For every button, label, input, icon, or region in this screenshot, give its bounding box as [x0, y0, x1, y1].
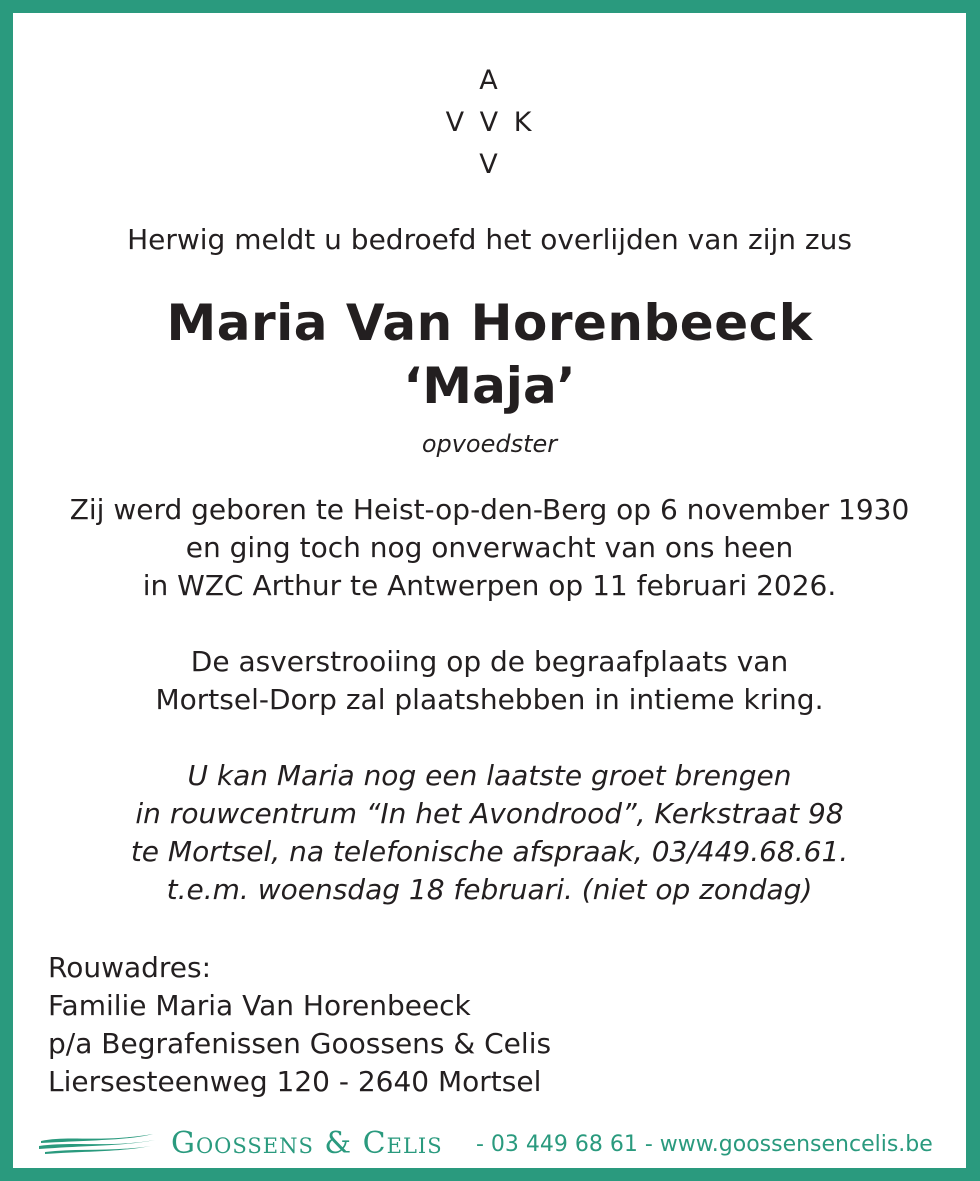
ceremony-line: Mortsel-Dorp zal plaatshebben in intieme kring.	[155, 683, 824, 716]
mourning-address	[48, 949, 551, 1101]
deceased-profession: opvoedster	[421, 430, 558, 458]
visitation-paragraph	[13, 757, 966, 909]
cross-top-letter: A	[479, 65, 500, 96]
visitation-line: U kan Maria nog een laatste groet brengen	[187, 759, 792, 792]
birth-death-line: in WZC Arthur te Antwerpen op 11 februari 2026.	[142, 569, 837, 602]
ceremony-line: De asverstrooiing op de begraafplaats van	[190, 645, 789, 678]
obituary-card	[13, 13, 966, 1168]
address-line: Rouwadres:	[48, 951, 212, 984]
deceased-nickname: ‘Maja’	[403, 357, 576, 415]
birth-death-line: en ging toch nog onverwacht van ons heen	[185, 531, 794, 564]
visitation-line: in rouwcentrum “In het Avondrood”, Kerkstraat 98	[135, 797, 844, 830]
address-line: Liersesteenweg 120 - 2640 Mortsel	[48, 1065, 542, 1098]
cross-bottom-letter: V	[479, 149, 500, 180]
funeral-home-brand: Goossens & Celis	[171, 1126, 443, 1161]
visitation-line: t.e.m. woensdag 18 februari. (niet op zondag)	[166, 873, 813, 906]
visitation-line: te Mortsel, na telefonische afspraak, 03/449.68.61.	[130, 835, 849, 868]
address-line: p/a Begrafenissen Goossens & Celis	[48, 1027, 552, 1060]
birth-death-line: Zij werd geboren te Heist-op-den-Berg op 6 november 1930	[69, 493, 910, 526]
funeral-home-footer	[13, 1121, 966, 1167]
deceased-name: Maria Van Horenbeeck	[166, 294, 813, 352]
birth-death-paragraph	[13, 491, 966, 605]
wave-logo-icon	[39, 1131, 155, 1157]
ceremony-paragraph	[13, 643, 966, 719]
address-line: Familie Maria Van Horenbeeck	[48, 989, 471, 1022]
cross-middle-letters: V V K	[445, 107, 534, 138]
announcement-intro: Herwig meldt u bedroefd het overlijden van zijn zus	[127, 223, 852, 256]
funeral-home-contact: - 03 449 68 61 - www.goossensencelis.be	[476, 1132, 933, 1157]
